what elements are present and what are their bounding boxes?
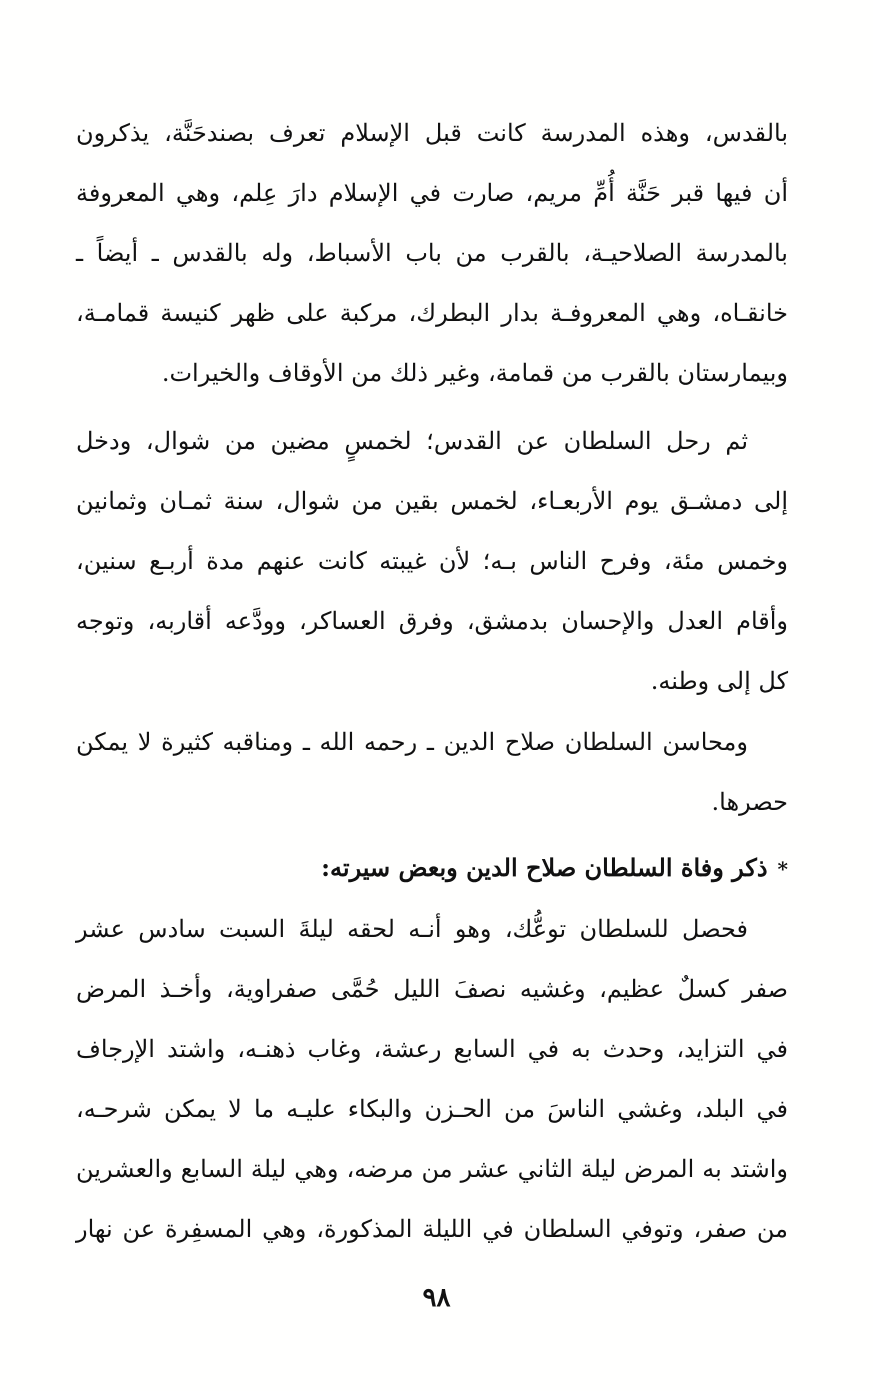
paragraph-4 — [76, 899, 788, 1259]
text-line: ثم رحل السلطان عن القدس؛ لخمسٍ مضين من شوال، ودخل — [76, 427, 748, 455]
text-line: في التزايد، وحدث به في السابع رعشة، وغاب ذهنـه، واشتد الإرجاف — [76, 1035, 788, 1063]
text-line: أن فيها قبر حَنَّة أُمِّ مريم، صارت في الإسلام دارَ عِلم، وهي المعروفة — [76, 179, 788, 207]
text-line: فحصل للسلطان توعُّك، وهو أنـه لحقه ليلةَ السبت سادس عشر — [76, 915, 748, 943]
paragraph-1 — [76, 103, 788, 403]
text-line: وخمس مئة، وفرح الناس بـه؛ لأن غيبته كانت عنهم مدة أربـع سنين، — [76, 547, 789, 575]
text-line: من صفر، وتوفي السلطان في الليلة المذكورة، وهي المسفِرة عن نهار — [76, 1215, 788, 1243]
text-line: حصرها. — [711, 788, 788, 816]
text-line: وبيمارستان بالقرب من قمامة، وغير ذلك من الأوقاف والخيرات. — [161, 359, 788, 387]
text-line: بالقدس، وهذه المدرسة كانت قبل الإسلام تعرف بصندحَنَّة، يذكرون — [76, 119, 788, 147]
text-line: وأقام العدل والإحسان بدمشق، وفرق العساكر، وودَّعه أقاربه، وتوجه — [76, 607, 788, 635]
page-number: ٩٨ — [422, 1283, 451, 1313]
text-line: ومحاسن السلطان صلاح الدين ـ رحمه الله ـ ومناقبه كثيرة لا يمكن — [76, 728, 748, 756]
paragraph-3 — [76, 712, 788, 832]
text-line: في البلد، وغشي الناسَ من الحـزن والبكاء عليـه ما لا يمكن شرحـه، — [76, 1095, 789, 1123]
text-line: صفر كسلٌ عظيم، وغشيه نصفَ الليل حُمَّى صفراوية، وأخـذ المرض — [76, 975, 788, 1003]
heading-text: ذكر وفاة السلطان صلاح الدين وبعض سيرته: — [321, 853, 768, 882]
asterisk-icon: * — [777, 857, 788, 881]
text-line: إلى دمشـق يوم الأربعـاء، لخمس بقين من شوال، سنة ثمـان وثمانين — [76, 487, 788, 515]
text-line: بالمدرسة الصلاحيـة، بالقرب من باب الأسباط، وله بالقدس ـ أيضاً ـ — [76, 239, 788, 267]
paragraph-2 — [76, 411, 788, 711]
text-line: واشتد به المرض ليلة الثاني عشر من مرضه، وهي ليلة السابع والعشرين — [76, 1155, 788, 1183]
section-heading — [76, 838, 788, 899]
text-line: كل إلى وطنه. — [650, 667, 788, 695]
text-line: خانقـاه، وهي المعروفـة بدار البطرك، مركبة على ظهر كنيسة قمامـة، — [76, 299, 788, 327]
